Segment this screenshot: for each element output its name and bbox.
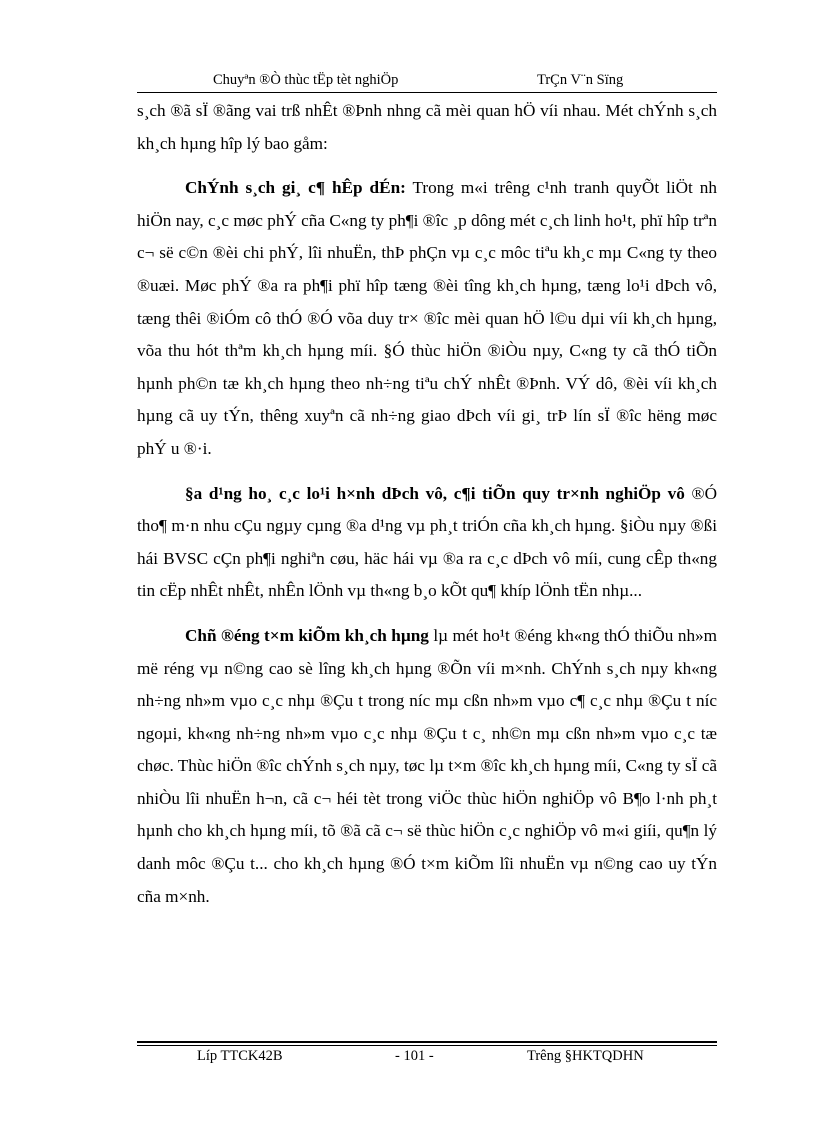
paragraph-intro-text: s¸ch ®ã sÏ ®ãng vai trß nhÊt ®Þnh nhng cã mèi quan hÖ víi nhau. Mét chÝnh s¸ch kh¸ch hµng hîp lý bao gåm: (137, 101, 717, 153)
paragraph-intro (137, 95, 717, 160)
page-number: - 101 - (395, 1048, 434, 1064)
header-title: Chuyªn ®Ò thùc tËp tèt nghiÖp (213, 72, 399, 88)
paragraph-customer-search-text: lµ mét ho¹t ®éng kh«ng thÓ thiÕu nh»m më réng vµ n©ng cao sè lîng kh¸ch hµng ®Õn víi m×nh. ChÝnh s¸ch nµy kh«ng nh÷ng nh»m vµo c¸c nhµ ®Çu t trong níc mµ cßn nh»m vµo c¶ c¸c nhµ ®Çu t níc ngoµi, kh«ng nh÷ng nh»m vµo c¸c nhµ ®Çu t c¸ nh©n mµ cßn nh»m vµo c¸c tæ chøc. Thùc hiÖn ®îc chÝnh s¸ch nµy, tøc lµ t×m ®îc kh¸ch hµng míi, C«ng ty sÏ cã nhiÒu lîi nhuËn h¬n, cã c¬ héi tèt trong viÖc thùc hiÖn nghiÖp vô B¶o l·nh ph¸t hµnh cho kh¸ch hµng míi, tõ ®ã cã c¬ së thùc hiÖn c¸c nghiÖp vô m«i giíi, qu¶n lý danh môc ®Çu t... cho kh¸ch hµng ®Ó t×m kiÕm lîi nhuËn vµ n©ng cao uy tÝn cña m×nh. (137, 625, 717, 906)
footer-rule-thin (137, 1045, 717, 1046)
paragraph-pricing-policy (137, 172, 717, 465)
footer-school: Trêng §HKTQDHN (527, 1048, 644, 1064)
paragraph-service-diversification-heading: §a d¹ng ho¸ c¸c lo¹i h×nh dÞch vô, c¶i tiÕn quy tr×nh nghiÖp vô (185, 483, 685, 503)
page-footer (137, 1048, 717, 1070)
paragraph-service-diversification-text: ®Ó tho¶ m·n nhu cÇu ngµy cµng ®a d¹ng vµ ph¸t triÓn cña kh¸ch hµng. §iÒu nµy ®ßi hái BVSC cÇn ph¶i nghiªn cøu, häc hái vµ ®a ra c¸c dÞch vô míi, cung cÊp th«ng tin cËp nhÊt nhÊt, nhÊn lÖnh vµ th«ng b¸o kÕt qu¶ khíp lÖnh tËn nhµ... (137, 483, 717, 601)
paragraph-customer-search (137, 620, 717, 913)
page-header (137, 70, 717, 92)
body-text (137, 95, 717, 925)
footer-rule-thick (137, 1041, 717, 1043)
paragraph-pricing-policy-text: Trong m«i trêng c¹nh tranh quyÕt liÖt nh hiÖn nay, c¸c møc phÝ cña C«ng ty ph¶i ®îc ¸p dông mét c¸ch linh ho¹t, phï hîp trªn c¬ së c©n ®èi chi phÝ, lîi nhuËn, thÞ phÇn vµ c¸c môc tiªu kh¸c mµ C«ng ty theo ®uæi. Møc phÝ ®a ra ph¶i phï hîp tæng ®èi tîng kh¸ch hµng, tæng lo¹i dÞch vô, tæng thêi ®iÓm cô thÓ ®Ó võa duy tr× ®îc mèi quan hÖ l©u dµi víi kh¸ch hµng, võa thu hót thªm kh¸ch hµng míi. §Ó thùc hiÖn ®iÒu nµy, C«ng ty cã thÓ tiÕn hµnh ph©n tæ kh¸ch hµng theo nh÷ng tiªu chÝ nhÊt ®Þnh. VÝ dô, ®èi víi kh¸ch hµng cã uy tÝn, thêng xuyªn cã nh÷ng giao dÞch víi gi¸ trÞ lín sÏ ®îc hëng møc phÝ u ®·i. (137, 178, 717, 458)
paragraph-service-diversification (137, 478, 717, 608)
paragraph-customer-search-heading: Chñ ®éng t×m kiÕm kh¸ch hµng (185, 625, 429, 645)
header-author: TrÇn V¨n Sïng (537, 72, 624, 88)
header-rule (137, 92, 717, 93)
paragraph-pricing-policy-heading: ChÝnh s¸ch gi¸ c¶ hÊp dÉn: (185, 178, 406, 198)
footer-class: Líp TTCK42B (197, 1048, 283, 1064)
